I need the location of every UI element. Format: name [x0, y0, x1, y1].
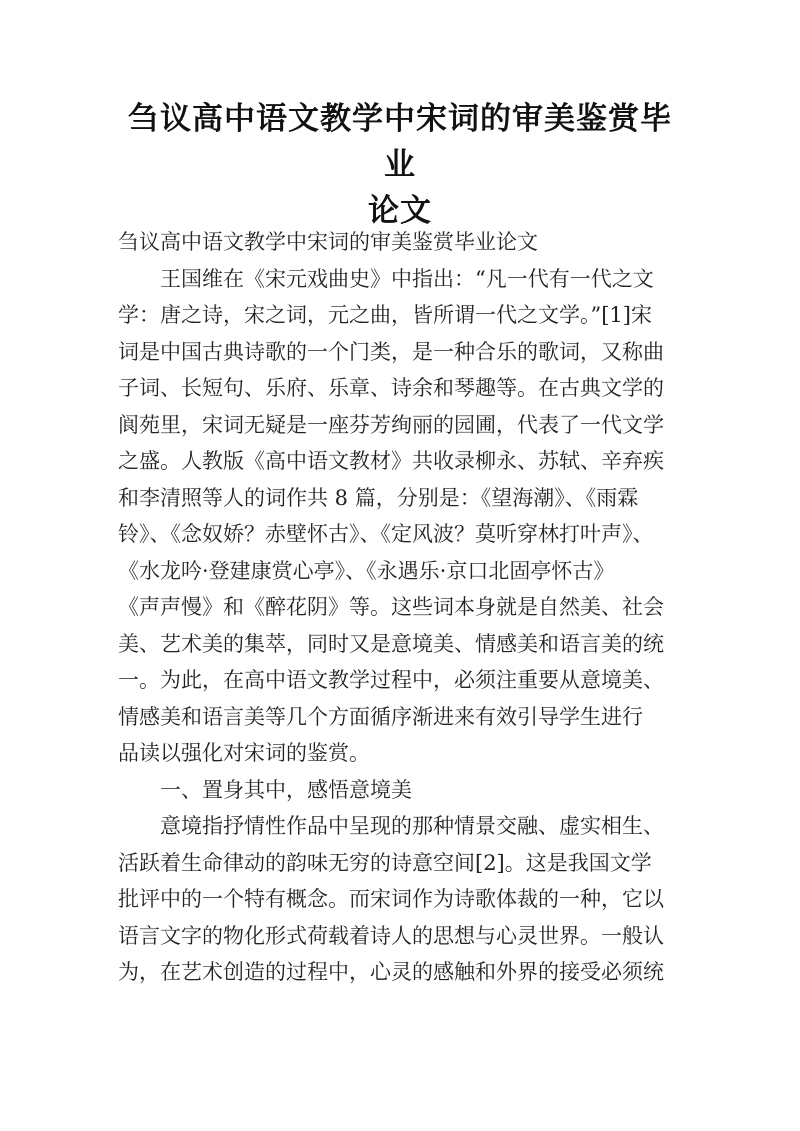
document-body	[118, 224, 688, 991]
title-line: 论文	[368, 193, 432, 229]
text-line: 《水龙吟·登建康赏心亭》、《永遇乐·京口北固亭怀古》	[118, 558, 615, 583]
text-line: 刍议高中语文教学中宋词的审美鉴赏毕业论文	[118, 230, 538, 254]
text-line: 铃》、《念奴娇？赤壁怀古》、《定风波？莫听穿林打叶声》、	[118, 522, 654, 546]
text-line: 批评中的一个特有概念。而宋词作为诗歌体裁的一种，它以	[118, 887, 664, 911]
text-line: 阆苑里，宋词无疑是一座芬芳绚丽的园圃，代表了一代文学	[118, 412, 664, 437]
text-line: 学：唐之诗，宋之词，元之曲，皆所谓一代之文学。”[1]宋	[118, 303, 652, 327]
subtitle-line	[118, 224, 688, 261]
text-line: 情感美和语言美等几个方面循序渐进来有效引导学生进行	[118, 704, 643, 729]
section-heading	[118, 772, 688, 809]
text-line: 语言文字的物化形式荷载着诗人的思想与心灵世界。一般认	[118, 923, 664, 948]
text-line: 王国维在《宋元戏曲史》中指出：“凡一代有一代之文	[160, 266, 654, 291]
text-line: 子词、长短句、乐府、乐章、诗余和琴趣等。在古典文学的	[118, 376, 664, 400]
text-line: 《声声慢》和《醉花阴》等。这些词本身就是自然美、社会	[118, 595, 664, 619]
text-line: 为，在艺术创造的过程中，心灵的感触和外界的接受必须统	[118, 960, 664, 984]
text-line: 一。为此，在高中语文教学过程中，必须注重要从意境美、	[118, 668, 664, 692]
text-line: 美、艺术美的集萃，同时又是意境美、情感美和语言美的统	[118, 631, 664, 656]
text-line: 品读以强化对宋词的鉴赏。	[118, 741, 370, 765]
paragraph-1	[118, 261, 688, 772]
text-line: 活跃着生命律动的韵味无穷的诗意空间[2]。这是我国文学	[118, 850, 652, 875]
text-line: 和李清照等人的词作共 8 篇，分别是：《望海潮》、《雨霖	[118, 485, 639, 510]
paragraph-2	[118, 808, 688, 991]
title-line: 刍议高中语文教学中宋词的审美鉴赏毕业	[128, 101, 672, 183]
text-line: 之盛。人教版《高中语文教材》共收录柳永、苏轼、辛弃疾	[118, 449, 664, 473]
text-line: 一、置身其中，感悟意境美	[160, 777, 412, 802]
document-title	[120, 96, 680, 234]
text-line: 意境指抒情性作品中呈现的那种情景交融、虚实相生、	[160, 814, 664, 838]
text-line: 词是中国古典诗歌的一个门类，是一种合乐的歌词，又称曲	[118, 339, 664, 364]
